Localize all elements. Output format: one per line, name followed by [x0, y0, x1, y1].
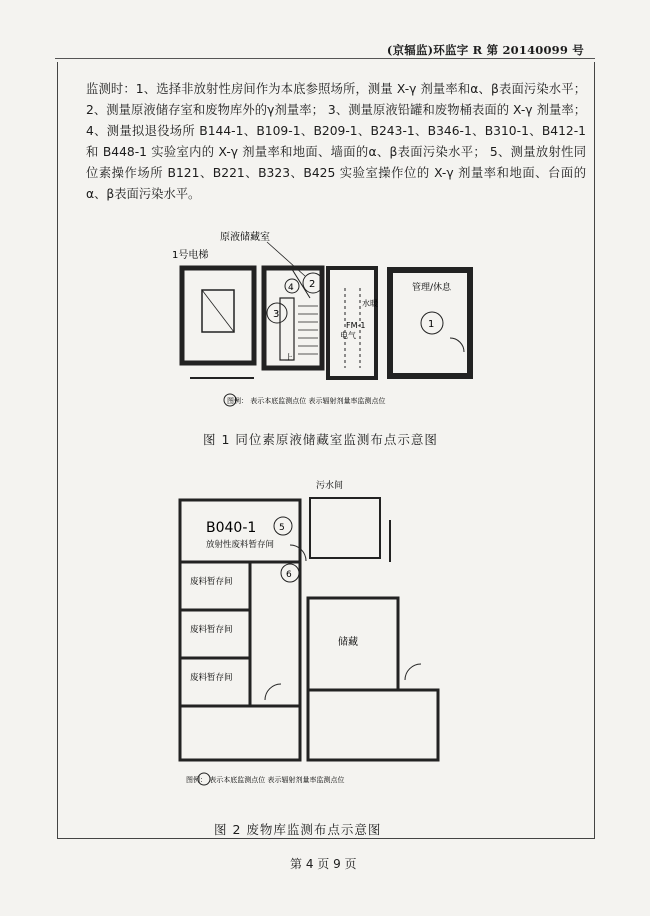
figure1-caption: 图 1 同位素原液储藏室监测布点示意图 — [203, 432, 438, 447]
figure2-caption: 图 2 废物库监测布点示意图 — [214, 822, 382, 837]
fig1-fm-label: FM-1 — [346, 321, 366, 330]
svg-text:5: 5 — [279, 523, 285, 533]
fig1-office-label: 管理/休息 — [412, 283, 452, 293]
fig2-sub-label: 放射性废料暂存间 — [206, 540, 275, 550]
fig1-monitoring-point — [285, 279, 299, 293]
svg-text:1: 1 — [428, 319, 435, 330]
fig1-legend: 图例： 表示本底监测点位 表示辐射剂量率监测点位 — [227, 397, 386, 405]
figure1-floorplan — [150, 228, 510, 423]
fig1-monitoring-point — [267, 303, 287, 323]
svg-text:4: 4 — [288, 283, 294, 293]
svg-text:3: 3 — [273, 309, 280, 320]
monitoring-description: 监测时：1、选择非放射性房间作为本底参照场所，测量 X-γ 剂量率和α、β表面污染水平； 2、测量原液储存室和废物库外的γ剂量率； 3、测量原液铅罐和废物桶表面的 X-γ 剂量率； 4、测量拟退役场所 B144-1、B109-1、B209-1、B243-1、B346-1、B310-1、B412-1 和 B448-1 实验室内的 X-γ 剂量率和地面、墙面的α、β表面污染水平； 5、测量放射性同位素操作场所 B121、B221、B323、B425 实验室操作位的 X-γ 剂量率和地面、台面的α、β表面污染水平。 — [86, 82, 586, 201]
svg-text:2: 2 — [309, 279, 316, 290]
page-number: 第 4 页 9 页 — [290, 857, 357, 871]
fig1-up-label: 上 — [285, 353, 293, 362]
fig2-monitoring-point — [274, 517, 292, 535]
fig1-elevator-label: 1号电梯 — [172, 250, 209, 261]
fig2-waste-room-label: 废料暂存间 — [190, 625, 233, 635]
fig2-monitoring-point — [281, 564, 299, 582]
fig2-room-label: B040-1 — [206, 520, 257, 536]
fig1-monitoring-point — [421, 312, 443, 334]
svg-text:6: 6 — [286, 570, 292, 580]
fig2-store-label: 储藏 — [338, 637, 358, 648]
header-rule — [55, 58, 595, 59]
report-number: (京辐监)环监字 R 第 20140099 号 — [386, 43, 584, 57]
fig2-legend: 图例： 表示本底监测点位 表示辐射剂量率监测点位 — [186, 776, 345, 784]
figure2-floorplan — [170, 470, 460, 800]
fig1-storage-label: 原液储藏室 — [220, 232, 270, 243]
fig2-waste-room-label: 废料暂存间 — [190, 577, 233, 587]
fig1-elec-label: 电气 — [340, 331, 356, 340]
fig2-sewage-label: 污水间 — [316, 481, 344, 491]
fig2-waste-room-label: 废料暂存间 — [190, 673, 233, 683]
fig1-water-label: 水暖 — [362, 299, 378, 308]
